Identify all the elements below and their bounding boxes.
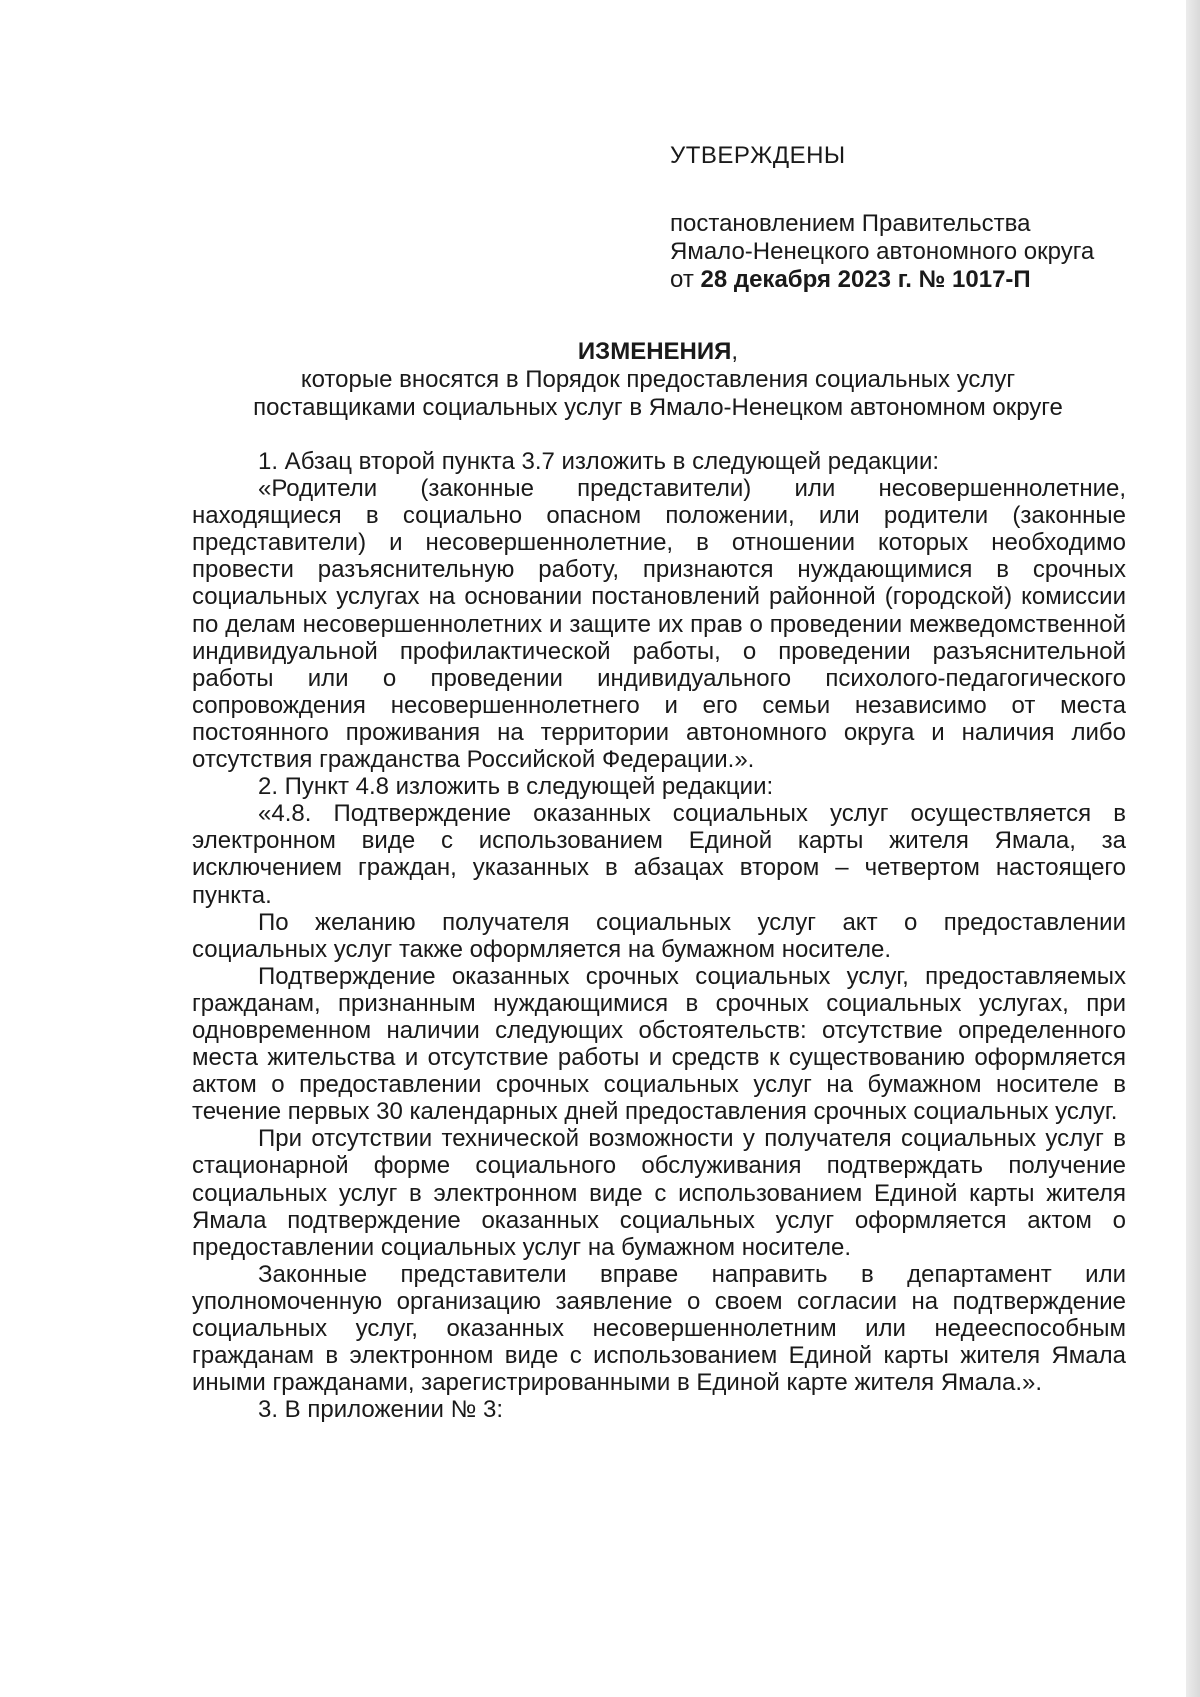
approval-block: [670, 142, 1170, 294]
title-heading: ИЗМЕНЕНИЯ: [577, 338, 732, 365]
paragraph-quote-4-8: «4.8. Подтверждение оказанных социальных услуг осуществляется в электронном виде с использованием Единой карты жителя Ямала, за исключением граждан, указанных в абзацах втором – четвертом настоящего пункта.: [192, 800, 1126, 909]
approval-line-2: Ямало-Ненецкого автономного округа: [670, 238, 1095, 265]
approval-heading: УТВЕРЖДЕНЫ: [670, 142, 846, 169]
document-body: [192, 448, 1126, 1423]
approval-decree-line: [670, 266, 1170, 294]
paragraph-legal-representatives: Законные представители вправе направить в департамент или уполномоченную организацию заявление о своем согласии на подтверждение социальных услуг, оказанных несовершеннолетним или недееспособным гражданам в электронном виде с использованием Единой карты жителя Ямала иными гражданами, зарегистрированными в Единой карте жителя Ямала.».: [192, 1260, 1126, 1397]
page-edge-shadow: [1186, 0, 1200, 1697]
title-subtitle-line-2: поставщиками социальных услуг в Ямало-Ненецком автономном округе: [253, 394, 1063, 421]
paragraph-urgent-services: Подтверждение оказанных срочных социальных услуг, предоставляемых гражданам, признанным нуждающимися в срочных социальных услугах, при одновременном наличии следующих обстоятельств: отсутствие определенного места жительства и отсутствие работы и средств к существованию оформляется актом о предоставлении срочных социальных услуг на бумажном носителе в течение первых 30 календарных дней предоставления срочных социальных услуг.: [192, 962, 1126, 1126]
title-heading-line: [190, 338, 1126, 366]
approval-line-1: постановлением Правительства: [670, 210, 1031, 237]
decree-number: 28 декабря 2023 г. № 1017-П: [700, 266, 1031, 293]
paragraph-item-1: 1. Абзац второй пункта 3.7 изложить в следующей редакции:: [258, 448, 940, 475]
paragraph-paper-act: По желанию получателя социальных услуг акт о предоставлении социальных услуг также оформляется на бумажном носителе.: [192, 908, 1126, 963]
approval-date-prefix: от: [670, 266, 701, 293]
paragraph-item-3: 3. В приложении № 3:: [258, 1396, 504, 1424]
document-title: [190, 338, 1126, 422]
title-heading-comma: ,: [731, 338, 739, 365]
paragraph-item-2: 2. Пункт 4.8 изложить в следующей редакции:: [258, 773, 774, 801]
title-subtitle-line-1: которые вносятся в Порядок предоставления социальных услуг: [300, 366, 1016, 393]
paragraph-no-technical-means: При отсутствии технической возможности у получателя социальных услуг в стационарной форме социального обслуживания подтверждать получение социальных услуг в электронном виде с использованием Единой карты жителя Ямала подтверждение оказанных социальных услуг оформляется актом о предоставлении социальных услуг на бумажном носителе.: [192, 1125, 1126, 1261]
paragraph-quote-3-7: «Родители (законные представители) или несовершеннолетние, находящиеся в социально опасном положении, или родители (законные представители) и несовершеннолетние, в отношении которых необходимо провести разъяснительную работу, признаются нуждающимися в срочных социальных услугах на основании постановлений районной (городской) комиссии по делам несовершеннолетних и защите их прав о проведении межведомственной индивидуальной профилактической работы, о проведении разъяснительной работы или о проведении индивидуального психолого-педагогического сопровождения несовершеннолетнего и его семьи независимо от места постоянного проживания на территории автономного округа и наличия либо отсутствия гражданства Российской Федерации.».: [192, 475, 1126, 774]
